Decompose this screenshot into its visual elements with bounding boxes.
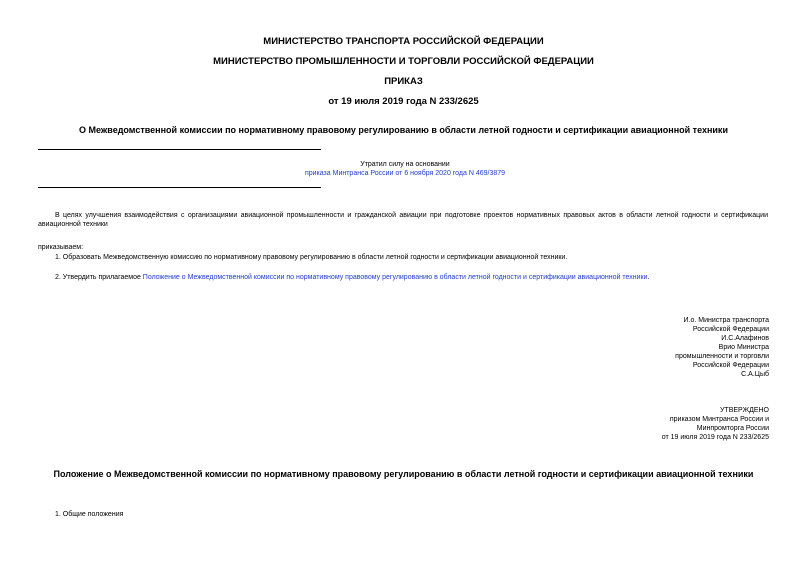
order-item-1: 1. Образовать Межведомственную комиссию по нормативному правовому регулированию в области летной годности и сертификации авиационной техники.	[55, 254, 568, 261]
bottom-divider	[38, 187, 321, 188]
revocation-note	[246, 160, 564, 178]
signature-line: И.о. Министра транспорта	[683, 317, 769, 324]
document-type: ПРИКАЗ	[384, 76, 423, 87]
approval-line: УТВЕРЖДЕНО	[719, 407, 769, 414]
regulation-link[interactable]: Положение о Межведомственной комиссии по нормативному правовому регулированию в области летной годности и сертификации авиационной техники	[142, 274, 648, 281]
order-item-2-prefix: 2. Утвердить прилагаемое	[55, 274, 143, 281]
approval-line: приказом Минтранса России и	[669, 416, 769, 423]
signature-line: Российской Федерации	[692, 362, 769, 369]
ministry-industry-heading: МИНИСТЕРСТВО ПРОМЫШЛЕННОСТИ И ТОРГОВЛИ РОССИЙСКОЙ ФЕДЕРАЦИИ	[213, 56, 594, 67]
signature-block	[569, 316, 769, 379]
order-word: приказываем:	[38, 244, 84, 251]
section-1-heading: 1. Общие положения	[55, 511, 124, 518]
document-title: О Межведомственной комиссии по нормативному правовому регулированию в области летной годности и сертификации авиационной техники	[79, 125, 728, 135]
order-item-2	[55, 273, 649, 282]
document-date: от 19 июля 2019 года N 233/2625	[328, 96, 479, 107]
approval-block	[569, 406, 769, 442]
signature-line: Врио Министра	[718, 344, 769, 351]
ministry-transport-heading: МИНИСТЕРСТВО ТРАНСПОРТА РОССИЙСКОЙ ФЕДЕРАЦИИ	[263, 36, 544, 47]
signature-line: И.С.Алафинов	[721, 335, 769, 342]
intro-paragraph: В целях улучшения взаимодействия с организациями авиационной промышленности и гражданской авиации при подготовке проектов нормативных правовых актов в области летной годности и сертификации авиационной техники	[38, 212, 768, 228]
signature-line: промышленности и торговли	[675, 353, 769, 360]
signature-line: Российской Федерации	[692, 326, 769, 333]
approval-line: от 19 июля 2019 года N 233/2625	[661, 434, 769, 441]
order-item-2-suffix: .	[647, 274, 650, 281]
approval-line: Минпромторга России	[696, 425, 769, 432]
regulation-title: Положение о Межведомственной комиссии по нормативному правовому регулированию в области летной годности и сертификации авиационной техники	[53, 469, 754, 479]
revocation-link[interactable]: приказа Минтранса России от 6 ноября 2020 года N 469/3879	[304, 170, 506, 177]
signature-line: С.А.Цыб	[741, 371, 769, 378]
top-divider	[38, 149, 321, 150]
revocation-text: Утратил силу на основании	[360, 161, 450, 168]
